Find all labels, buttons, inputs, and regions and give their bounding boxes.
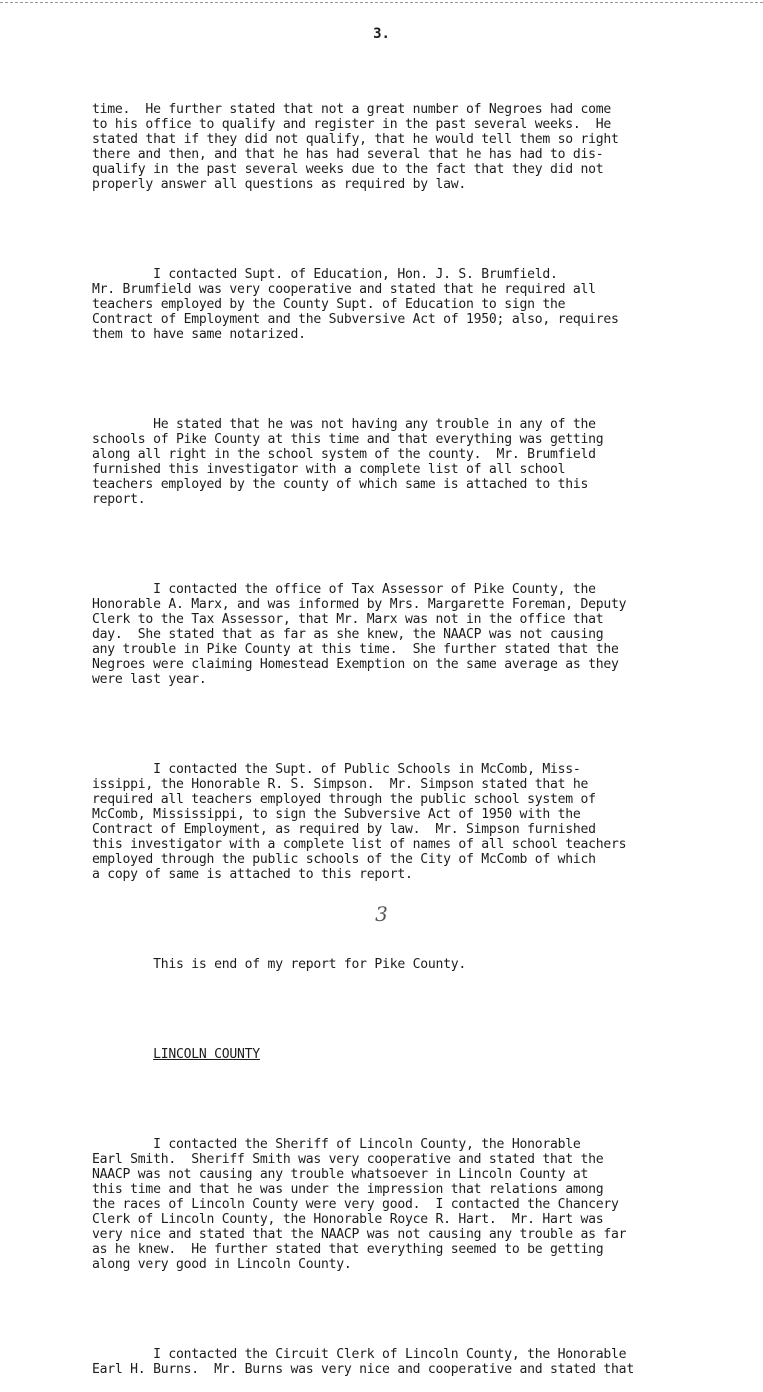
- text-line: there and then, and that he has had several that he has had to dis-: [92, 147, 604, 162]
- text-line: time. He further stated that not a great number of Negroes had come: [92, 102, 612, 117]
- paragraph-circuit-clerk: [92, 1347, 738, 1377]
- heading-indent: [92, 1047, 153, 1062]
- text-line: I contacted Supt. of Education, Hon. J. S. Brumfield.: [92, 267, 558, 282]
- text-line: Contract of Employment, as required by law. Mr. Simpson furnished: [92, 822, 596, 837]
- text-line: stated that if they did not qualify, that he would tell them so right: [92, 132, 619, 147]
- text-line: I contacted the office of Tax Assessor of Pike County, the: [92, 582, 596, 597]
- text-line: employed through the public schools of the City of McComb of which: [92, 852, 596, 867]
- paragraph-mccomb-schools: [92, 762, 738, 882]
- text-line: Honorable A. Marx, and was informed by Mrs. Margarette Foreman, Deputy: [92, 597, 627, 612]
- paragraph-lincoln-sheriff: [92, 1137, 738, 1272]
- text-line: Earl H. Burns. Mr. Burns was very nice and cooperative and stated that: [92, 1362, 634, 1377]
- text-line: were last year.: [92, 672, 207, 687]
- text-line: Contract of Employment and the Subversive Act of 1950; also, requires: [92, 312, 619, 327]
- section-heading-lincoln-county: [92, 1047, 738, 1062]
- text-line: a copy of same is attached to this report.: [92, 867, 413, 882]
- text-line: Clerk to the Tax Assessor, that Mr. Marx was not in the office that: [92, 612, 604, 627]
- text-line: qualify in the past several weeks due to the fact that they did not: [92, 162, 604, 177]
- text-line: along all right in the school system of the county. Mr. Brumfield: [92, 447, 596, 462]
- paragraph-tax-assessor: [92, 582, 738, 687]
- text-line: I contacted the Supt. of Public Schools in McComb, Miss-: [92, 762, 581, 777]
- page-number: 3.: [373, 26, 390, 42]
- text-line: report.: [92, 492, 146, 507]
- text-line: Mr. Brumfield was very cooperative and stated that he required all: [92, 282, 596, 297]
- text-line: Clerk of Lincoln County, the Honorable Royce R. Hart. Mr. Hart was: [92, 1212, 604, 1227]
- text-line: properly answer all questions as required by law.: [92, 177, 467, 192]
- text-line: the races of Lincoln County were very good. I contacted the Chancery: [92, 1197, 619, 1212]
- text-line: McComb, Mississippi, to sign the Subversive Act of 1950 with the: [92, 807, 581, 822]
- text-line: Earl Smith. Sheriff Smith was very cooperative and stated that the: [92, 1152, 604, 1167]
- text-line: very nice and stated that the NAACP was not causing any trouble as far: [92, 1227, 627, 1242]
- paragraph-end-pike-report: [92, 957, 738, 972]
- paragraph-pike-schools: [92, 417, 738, 507]
- text-line: I contacted the Sheriff of Lincoln County, the Honorable: [92, 1137, 581, 1152]
- text-line: them to have same notarized.: [92, 327, 306, 342]
- text-line: Negroes were claiming Homestead Exemption on the same average as they: [92, 657, 619, 672]
- text-line: teachers employed by the County Supt. of Education to sign the: [92, 297, 566, 312]
- text-line: this investigator with a complete list of names of all school teachers: [92, 837, 627, 852]
- text-line: to his office to qualify and register in the past several weeks. He: [92, 117, 612, 132]
- text-line: as he knew. He further stated that everything seemed to be getting: [92, 1242, 604, 1257]
- heading-text: LINCOLN COUNTY: [153, 1047, 260, 1062]
- scan-top-edge: [0, 2, 763, 3]
- text-line: NAACP was not causing any trouble whatsoever in Lincoln County at: [92, 1167, 589, 1182]
- text-line: any trouble in Pike County at this time. She further stated that the: [92, 642, 619, 657]
- text-line: issippi, the Honorable R. S. Simpson. Mr. Simpson stated that he: [92, 777, 589, 792]
- text-line: teachers employed by the county of which same is attached to this: [92, 477, 589, 492]
- text-line: I contacted the Circuit Clerk of Lincoln County, the Honorable: [92, 1347, 627, 1362]
- text-line: along very good in Lincoln County.: [92, 1257, 352, 1272]
- paragraph-voter-registration: [92, 102, 738, 192]
- text-line: this time and that he was under the impression that relations among: [92, 1182, 604, 1197]
- handwritten-page-number: 3: [375, 902, 388, 926]
- document-body: [92, 72, 738, 1392]
- text-line: schools of Pike County at this time and that everything was getting: [92, 432, 604, 447]
- text-line: required all teachers employed through the public school system of: [92, 792, 596, 807]
- text-line: This is end of my report for Pike County.: [92, 957, 467, 972]
- text-line: furnished this investigator with a complete list of all school: [92, 462, 566, 477]
- text-line: He stated that he was not having any trouble in any of the: [92, 417, 596, 432]
- paragraph-supt-education: [92, 267, 738, 342]
- text-line: day. She stated that as far as she knew, the NAACP was not causing: [92, 627, 604, 642]
